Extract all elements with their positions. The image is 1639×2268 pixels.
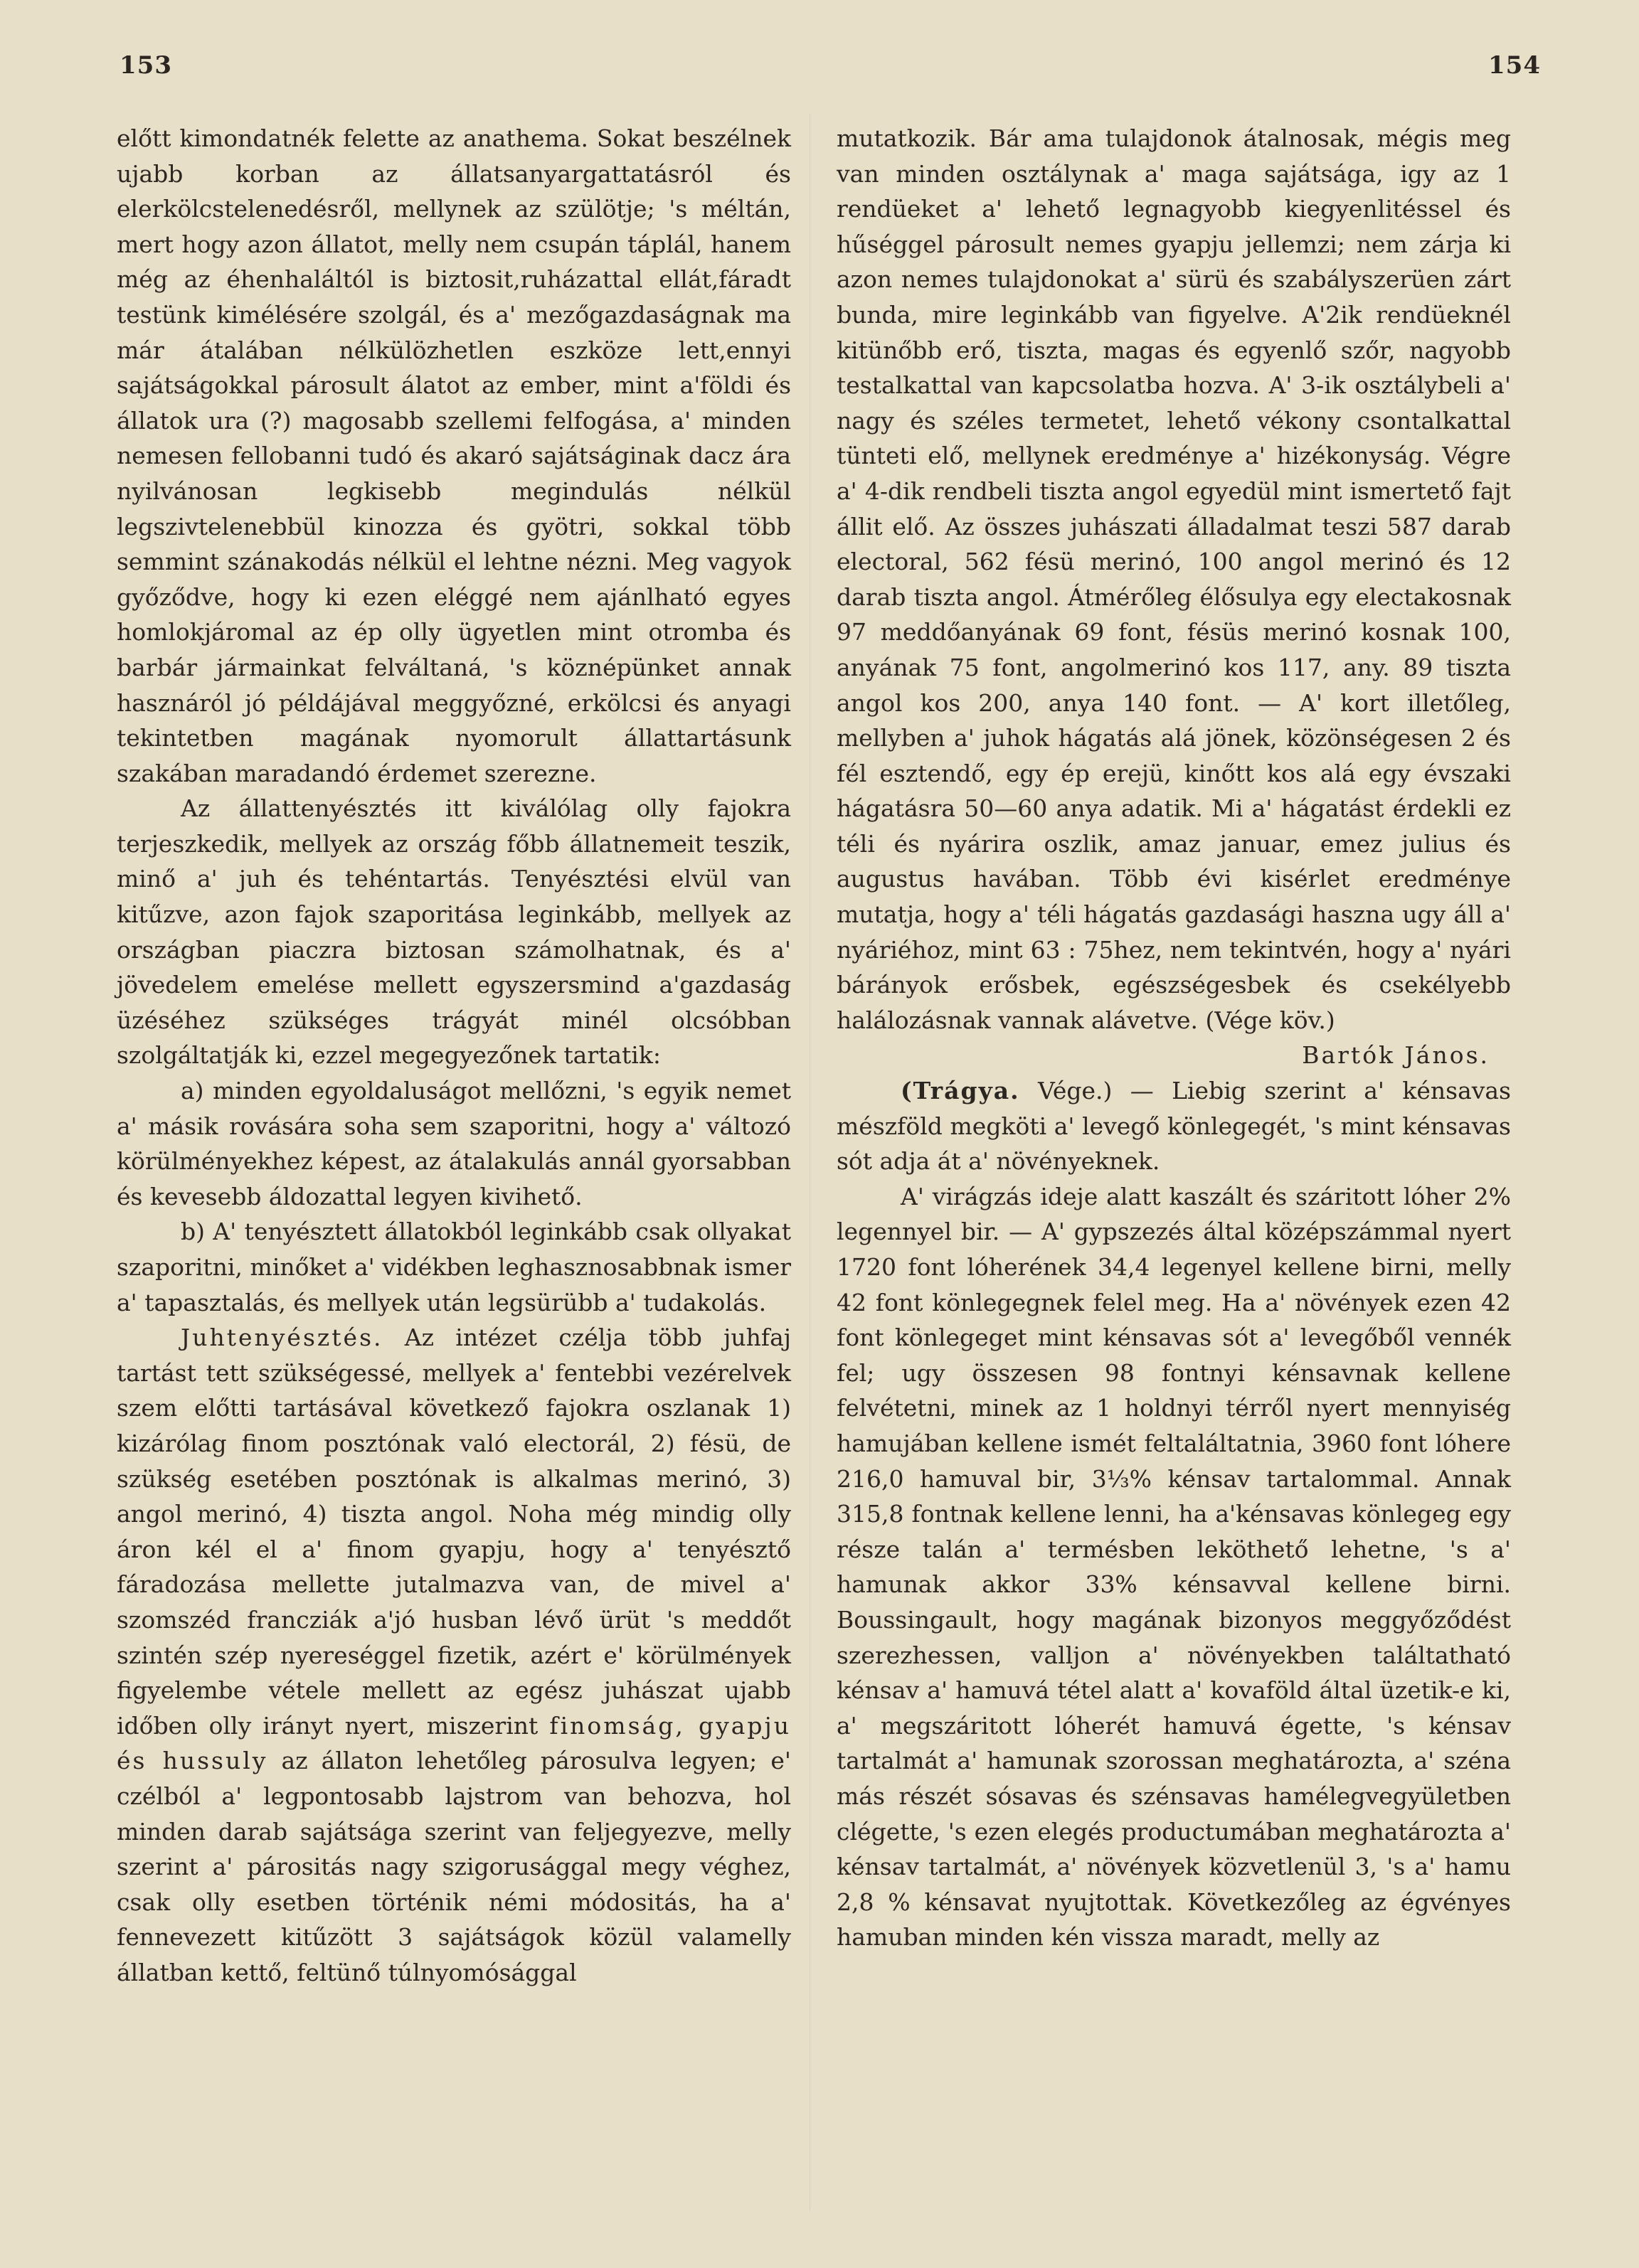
paragraph: Az állattenyésztés itt kiválólag olly fajokra terjeszkedik, mellyek az ország főbb állatnemeit teszik, minő a' juh és tehéntartás. Tenyésztési elvül van kitűzve, azon fajok szaporitása leginkább, mellyek az országban piaczra biztosan számolhatnak, és a' jövedelem emelése mellett egyszersmind a'gazdaság üzéséhez szükséges trágyát minél olcsóbban szolgáltatják ki, ezzel megegyezőnek tartatik: — [117, 794, 791, 1070]
paragraph-text: Vége.) — Liebig szerint a' kénsavas mészföld megköti a' levegő könlegegét, 's mint kénsavas sót adja át a' növényeknek. — [837, 1077, 1511, 1176]
right-column — [837, 121, 1511, 1955]
paragraph: A' virágzás ideje alatt kaszált és száritott lóher 2% legennyel bir. — A' gypszezés által középszámmal nyert 1720 font lóherének 34,4 legenyel kellene birni, melly 42 font könlegegnek felel meg. Ha a' növények ezen 42 font könlegeget mint kénsavas sót a' levegőből vennék fel; ugy összesen 98 fontnyi kénsavnak kellene felvétetni, minek az 1 holdnyi térről nyert mennyiség hamujában kellene ismét feltaláltatnia, 3960 font lóhere 216,0 hamuval bir, 3⅓% kénsav tartalommal. Annak 315,8 fontnak kellene lenni, ha a'kénsavas könlegeg egy része talán a' termésben leköthető lehetne, 's a' hamunak akkor 33% kénsavval kellene birni. Boussingault, hogy magának bizonyos meggyőződést szerezhessen, valljon a' növényekben találtatható kénsav a' hamuvá tétel alatt a' kovaföld által üzetik-e ki, a' megszáritott lóherét hamuvá égette, 's kénsav tartalmát a' hamunak szorossan meghatározta, a' széna más részét sósavas és szénsavas hamélegvegyületben clégette, 's ezen elegés productumában meghatározta a' kénsav tartalmát, a' növények közvetlenül 3, 's a' hamu 2,8 % kénsavat nyujtottak. Következőleg az égvényes hamuban minden kén vissza maradt, melly az — [837, 1182, 1511, 1952]
page-number-left: 153 — [120, 51, 172, 80]
paragraph — [117, 1320, 791, 1990]
author-signature: Bartók János. — [1302, 1041, 1490, 1070]
paragraph-text: Az intézet czélja több juhfaj tartást tett szükségessé, mellyek a' fentebbi vezérelvek szem előtti tartásával következő fajokra oszlanak 1) kizárólag finom posztónak való electorál, 2) fésü, de szükség esetében posztónak is alkalmas merinó, 3) angol merinó, 4) tiszta angol. Noha még mindig olly áron kél el a' finom gyapju, hogy a' tenyésztő fáradozása mellette jutalmazva van, de mivel a' szomszéd francziák a'jó husban lévő ürüt 's meddőt szintén szép nyereséggel fizetik, azért e' körülmények figyelembe vétele mellett az egész juhászat ujabb időben olly irányt nyert, miszerint — [117, 1324, 791, 1740]
paragraph: a) minden egyoldaluságot mellőzni, 's egyik nemet a' másik rovására soha sem szaporitni, hogy a' változó körülményekhez képest, az átalakulás annál gyorsabban és kevesebb áldozattal legyen kivihető. — [117, 1077, 791, 1210]
section-heading: (Trágya. — [901, 1077, 1020, 1105]
paragraph — [837, 1073, 1511, 1179]
emphasis-text: finomság, gyapju és hussuly — [117, 1711, 791, 1775]
paragraph: mutatkozik. Bár ama tulajdonok átalnosak, mégis meg van minden osztálynak a' maga sajátsága, igy az 1 rendüeket a' lehető legnagyobb kiegyenlitéssel és hűséggel párosult nemes gyapju jellemzi; nem zárja ki azon nemes tulajdonokat a' sürü és szabályszerüen zárt bunda, mire leginkább van figyelve. A'2ik rendüeknél kitünőbb erő, tiszta, magas és egyenlő szőr, nagyobb testalkattal van kapcsolatba hozva. A' 3-ik osztálybeli a' nagy és széles termetet, lehető vékony csontalkattal tünteti elő, mellynek eredménye a' hizékonyság. Végre a' 4-dik rendbeli tiszta angol egyedül mint ismertető fajt állit elő. Az összes juhászati álladalmat teszi 587 darab electoral, 562 fésü merinó, 100 angol merinó és 12 darab tiszta angol. Átmérőleg élősulya egy electakosnak 97 meddőanyának 69 font, fésüs merinó kosnak 100, anyának 75 font, angolmerinó kos 117, any. 89 tiszta angol kos 200, anya 140 font. — A' kort illetőleg, mellyben a' juhok hágatás alá jönek, közönségesen 2 és fél esztendő, egy ép erejü, kinőtt kos alá egy évszaki hágatásra 50—60 anya adatik. Mi a' hágatást érdekli ez téli és nyárira oszlik, amaz januar, emez julius és augustus havában. Több évi kisérlet eredménye mutatja, hogy a' téli hágatás gazdasági haszna ugy áll a' nyáriéhoz, mint 63 : 75hez, nem tekintvén, hogy a' nyári bárányok erősbek, egészségesbek és csekélyebb halálozásnak vannak alávetve. (Vége köv.) — [837, 124, 1511, 1034]
paragraph: előtt kimondatnék felette az anathema. Sokat beszélnek ujabb korban az állatsanyargattatásról és elerkölcstelenedésről, mellynek az szülötje; 's méltán, mert hogy azon állatot, melly nem csupán táplál, hanem még az éhenhaláltól is biztosit,ruházattal ellát,fáradt testünk kimélésére szolgál, és a' mezőgazdaságnak ma már átalában nélkülözhetlen eszköze lett,ennyi sajátságokkal párosult álatot az ember, mint a'földi és állatok ura (?) magosabb szellemi felfogása, a' minden nemesen fellobanni tudó és akaró sajátságinak dacz ára nyilvánosan legkisebb megindulás nélkül legszivtelenebbül kinozza és gyötri, sokkal több semmint szánakodás nélkül el lehtne nézni. Meg vagyok győződve, hogy ki ezen eléggé nem ajánlható egyes homlokjáromal az ép olly ügyetlen mint otromba és barbár jármainkat felváltaná, 's köznépünket annak hasznáról jó példájával meggyőzné, erkölcsi és anyagi tekintetben magának nyomorult állattartásunk szakában maradandó érdemet szerezne. — [117, 124, 791, 787]
paragraph-text: az állaton lehetőleg párosulva legyen; e' czélból a' legpontosabb lajstrom van behozva, hol minden darab sajátsága szerint van feljegyezve, melly szerint a' párositás nagy szigorusággal megy véghez, csak olly esetben történik némi módositás, ha a' fennevezett kitűzött 3 sajátságok közül valamelly állatban kettő, feltünő túlnyomósággal — [117, 1747, 791, 1986]
page-number-right: 154 — [1488, 51, 1541, 80]
left-column — [117, 121, 791, 1990]
section-heading: Juhtenyésztés. — [181, 1324, 383, 1352]
paragraph: b) A' tenyésztett állatokból leginkább csak ollyakat szaporitni, minőket a' vidékben leghasznosabbnak ismer a' tapasztalás, és mellyek után legsürübb a' tudakolás. — [117, 1218, 791, 1316]
